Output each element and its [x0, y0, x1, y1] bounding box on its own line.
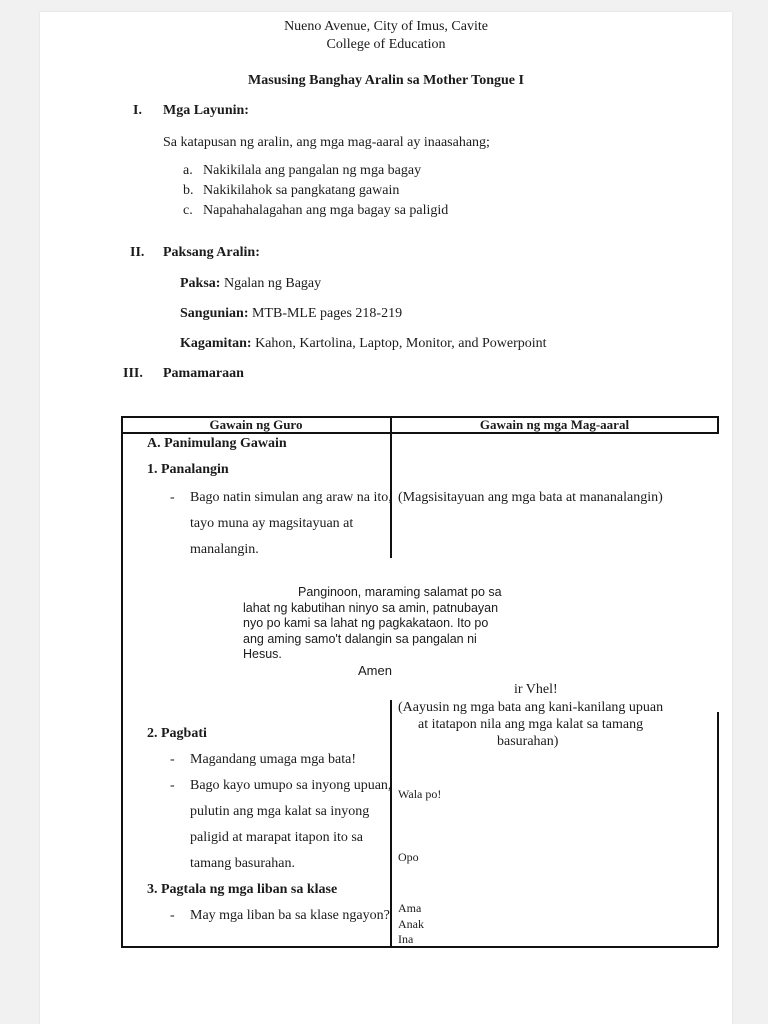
objective-marker: b. [183, 183, 194, 198]
objective-item [183, 163, 421, 179]
teacher-line [170, 908, 390, 924]
student-response-wala: Wala po! [398, 787, 442, 801]
step-2-heading: 2. Pagbati [147, 726, 207, 741]
objective-text: Napahahalagahan ang mga bagay sa paligid [203, 203, 449, 218]
dash-marker: - [170, 778, 175, 793]
kagamitan-label: Kagamitan: [180, 336, 252, 351]
document-title: Masusing Banghay Aralin sa Mother Tongue I [248, 73, 524, 88]
part-a-heading: A. Panimulang Gawain [147, 436, 287, 451]
teacher-text: May mga liban ba sa klase ngayon? [190, 908, 390, 923]
sangunian-value: MTB-MLE pages 218-219 [251, 306, 403, 321]
table-right-border-top [717, 416, 719, 434]
kagamitan-line [180, 336, 547, 352]
section-heading-procedure: Pamamaraan [163, 366, 244, 381]
teacher-text: pulutin ang mga kalat sa inyong [190, 804, 370, 819]
step-1-heading: 1. Panalangin [147, 462, 229, 477]
table-right-border-bottom [717, 712, 719, 947]
student-response: Ama [398, 901, 422, 915]
school-address: Nueno Avenue, City of Imus, Cavite [284, 19, 488, 34]
column-divider-lower [390, 700, 392, 947]
teacher-line [170, 752, 356, 768]
teacher-text: Bago kayo umupo sa inyong upuan, [190, 778, 392, 793]
paksa-line [180, 276, 321, 292]
section-heading-objectives: Mga Layunin: [163, 103, 249, 118]
objective-marker: c. [183, 203, 193, 218]
prayer-line: nyo po kami sa lahat ng pagkakataon. Ito po [243, 616, 489, 630]
student-response: (Aayusin ng mga bata ang kani-kanilang upuan [398, 700, 664, 715]
teacher-line [170, 490, 392, 506]
table-bottom-border [121, 946, 718, 948]
objective-item [183, 203, 448, 219]
student-response: Ina [398, 932, 414, 946]
column-header-students: Gawain ng mga Mag-aaral [479, 417, 630, 432]
kagamitan-value: Kahon, Kartolina, Laptop, Monitor, and Powerpoint [255, 336, 547, 351]
column-divider-upper [390, 416, 392, 558]
student-response: basurahan) [497, 734, 559, 749]
teacher-text: paligid at marapat itapon ito sa [190, 830, 364, 845]
teacher-text: tayo muna ay magsitayuan at [190, 516, 354, 531]
section-numeral-ii: II. [130, 245, 145, 260]
objective-text: Nakikilala ang pangalan ng mga bagay [203, 163, 422, 178]
teacher-text: tamang basurahan. [190, 856, 295, 871]
section-heading-subject: Paksang Aralin: [163, 245, 260, 260]
dash-marker: - [170, 490, 175, 505]
objective-item [183, 183, 399, 199]
student-response-opo: Opo [398, 850, 419, 864]
prayer-text [243, 585, 508, 663]
prayer-line: Panginoon, maraming salamat po sa [298, 585, 502, 599]
section-numeral-iii: III. [123, 366, 143, 381]
greeting-reply-fragment: ir Vhel! [514, 682, 558, 697]
student-response: at itatapon nila ang mga kalat sa tamang [418, 717, 644, 732]
paksa-label: Paksa: [180, 276, 221, 291]
teacher-text: Bago natin simulan ang araw na ito, [190, 490, 392, 505]
paksa-value: Ngalan ng Bagay [223, 276, 322, 291]
step-3-heading: 3. Pagtala ng mga liban sa klase [147, 882, 338, 897]
objective-marker: a. [183, 163, 193, 178]
teacher-line [170, 778, 391, 794]
table-left-border [121, 416, 123, 947]
sangunian-line [180, 306, 402, 322]
teacher-text: Magandang umaga mga bata! [190, 752, 356, 767]
student-response: Anak [398, 917, 424, 931]
teacher-text: manalangin. [190, 542, 259, 557]
dash-marker: - [170, 908, 175, 923]
prayer-line: ang aming samo't dalangin sa pangalan ni [243, 631, 477, 646]
objectives-intro: Sa katapusan ng aralin, ang mga mag-aaral ay inaasahang; [163, 135, 490, 150]
sangunian-label: Sangunian: [180, 306, 249, 321]
section-numeral-i: I. [133, 103, 142, 118]
prayer-line: lahat ng kabutihan ninyo sa amin, patnubayan [243, 600, 499, 615]
objective-text: Nakikilahok sa pangkatang gawain [203, 183, 400, 198]
prayer-line: Hesus. [243, 647, 282, 661]
column-header-teacher: Gawain ng Guro [209, 417, 303, 432]
prayer-amen: Amen [358, 663, 392, 678]
dash-marker: - [170, 752, 175, 767]
student-response: (Magsisitayuan ang mga bata at mananalangin) [398, 490, 663, 505]
college-name: College of Education [326, 37, 446, 52]
document-page [40, 12, 732, 1024]
